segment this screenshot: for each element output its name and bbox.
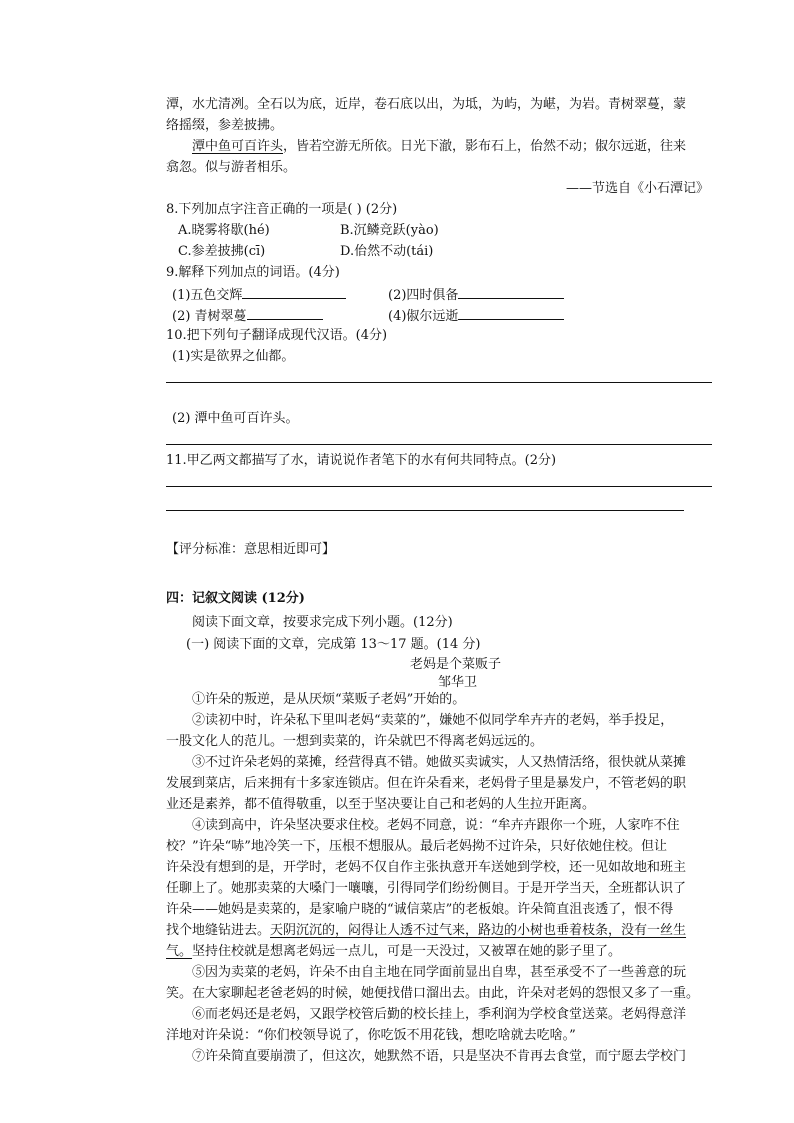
paragraph-line: ②读初中时，许朵私下里叫老妈“卖菜的”，嫌她不似同学牟卉卉的老妈，举手投足， (192, 713, 674, 728)
answer-blank[interactable] (242, 285, 346, 299)
section-subheading: (一) 阅读下面的文章，完成第 13～17 题。(14 分) (186, 637, 481, 652)
paragraph-line (166, 922, 686, 940)
q10-item: (1)实是欲界之仙都。 (172, 349, 295, 364)
paragraph-line (166, 943, 621, 961)
question-8-stem: 8.下列加点字注音正确的一项是( ) (2分) (166, 202, 398, 217)
underlined-sentence: 天阴沉沉的，闷得让人透不过气来，路边的小树也垂着枝条，没有一丝生 (270, 923, 687, 938)
q9-item (388, 285, 564, 305)
q9-item-label: (2) 青树翠蔓 (172, 309, 247, 324)
paragraph-line: 许朵——她妈是卖菜的，是家喻户晓的“诚信菜店”的老板娘。许朵简直沮丧透了，恨不得 (166, 902, 674, 917)
option-a: A.晓雾将歇(hé) (178, 223, 270, 238)
question-11-stem: 11.甲乙两文都描写了水，请说说作者笔下的水有何共同特点。(2分) (166, 453, 557, 468)
paragraph-line: 许朵没有想到的是，开学时，老妈不仅自作主张执意开车送她到学校，还一见如故地和班主 (166, 860, 687, 875)
passage-text: ，皆若空游无所依。日光下澈，影布石上，佁然不动；俶尔远逝，往来 (283, 139, 687, 154)
scoring-note: 【评分标准：意思相近即可】 (166, 542, 336, 557)
answer-line[interactable] (166, 382, 712, 383)
section-heading: 四：记叙文阅读 (12分) (166, 591, 305, 606)
paragraph-line: ①许朵的叛逆，是从厌烦“菜贩子老妈”开始的。 (192, 692, 466, 707)
paragraph-text: 找个地缝钻进去。 (166, 923, 271, 938)
paragraph-line: ⑤因为卖菜的老妈，许朵不由自主地在同学面前显出自卑，甚至承受不了一些善意的玩 (192, 965, 687, 980)
answer-blank[interactable] (247, 306, 323, 320)
paragraph-line: ⑦许朵简直要崩溃了，但这次，她默然不语，只是坚决不肯再去食堂，而宁愿去学校门 (192, 1049, 687, 1064)
passage-line: 潭，水尤清冽。全石以为底，近岸，卷石底以出，为坻，为屿，为嵁，为岩。青树翠蔓，蒙 (166, 97, 687, 112)
answer-line[interactable] (166, 444, 712, 445)
q9-item (388, 306, 564, 326)
article-title: 老妈是个菜贩子 (410, 657, 502, 672)
paragraph-line: 业还是素养，都不值得敬重，以至于坚决要让自己和老妈的人生拉开距离。 (166, 797, 596, 812)
paragraph-line: 校？”许朵“哧”地冷笑一下，压根不想服从。最后老妈拗不过许朵，只好依她住校。但让 (166, 839, 667, 854)
passage-line: 络摇缀，参差披拂。 (166, 118, 284, 133)
underlined-sentence: 气。 (166, 944, 193, 959)
question-10-stem: 10.把下列句子翻译成现代汉语。(4分) (166, 328, 388, 343)
question-9-stem: 9.解释下列加点的词语。(4分) (166, 265, 340, 280)
q9-item-label: (1)五色交辉 (172, 288, 243, 303)
paragraph-line: ④读到高中，许朵坚决要求住校。老妈不同意，说：“牟卉卉跟你一个班，人家咋不住 (192, 818, 680, 833)
answer-blank[interactable] (458, 306, 564, 320)
q9-item-label: (4)俶尔远逝 (388, 309, 459, 324)
q9-item (172, 306, 323, 326)
paragraph-line: 任聊上了。她那卖菜的大嗓门一嚷嚷，引得同学们纷纷侧目。于是开学当天，全班都认识了 (166, 881, 687, 896)
paragraph-line: 洋地对许朵说：“你们校领导说了，你吃饭不用花钱，想吃啥就去吃啥。” (166, 1028, 576, 1043)
answer-line[interactable] (166, 486, 712, 487)
paragraph-line: 笑。在大家聊起老爸老妈的时候，她便找借口溜出去。由此，许朵对老妈的怨恨又多了一重。 (166, 986, 700, 1001)
paragraph-line: ③不过许朵老妈的菜摊，经营得真不错。她做买卖诚实，人又热情活络，很快就从菜摊 (192, 755, 687, 770)
q9-item-label: (2)四时俱备 (388, 288, 459, 303)
option-d: D.佁然不动(tái) (340, 244, 434, 259)
passage-line: 翕忽。似与游者相乐。 (166, 160, 297, 175)
answer-line[interactable] (166, 510, 684, 511)
option-c: C.参差披拂(cī) (178, 244, 266, 259)
paragraph-text: 坚持住校就是想离老妈远一点儿，可是一天没过，又被罩在她的影子里了。 (192, 944, 622, 959)
paragraph-line: 发展到菜店，后来拥有十多家连锁店。但在许朵看来，老妈骨子里是暴发户，不管老妈的职 (166, 776, 687, 791)
passage-line (192, 138, 686, 156)
q9-item (172, 285, 346, 305)
answer-blank[interactable] (458, 285, 564, 299)
passage-source: ——节选自《小石潭记》 (566, 181, 710, 196)
option-b: B.沉鳞竞跃(yào) (340, 223, 439, 238)
paragraph-line: ⑥而老妈还是老妈，又跟学校管后勤的校长挂上，季利润为学校食堂送菜。老妈得意洋 (192, 1007, 687, 1022)
underlined-sentence: 潭中鱼可百许头 (192, 139, 284, 154)
section-intro: 阅读下面文章，按要求完成下列小题。(12分) (192, 615, 453, 630)
article-author: 邹华卫 (438, 675, 478, 690)
q10-item: (2) 潭中鱼可百许头。 (172, 411, 299, 426)
paragraph-line: 一股文化人的范儿。一想到卖菜的，许朵就巴不得离老妈远远的。 (166, 734, 544, 749)
